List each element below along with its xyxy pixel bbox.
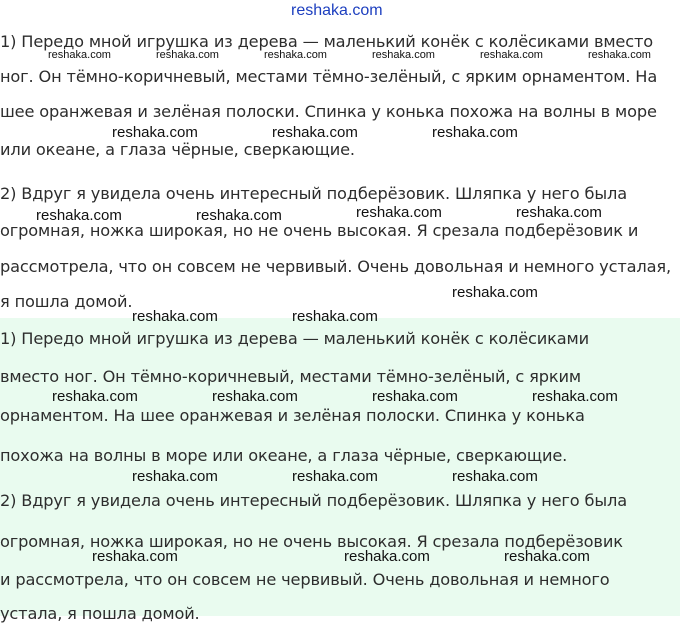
- watermark: reshaka.com: [432, 124, 518, 141]
- watermark: reshaka.com: [372, 388, 458, 405]
- watermark: reshaka.com: [452, 284, 538, 301]
- watermark: reshaka.com: [52, 388, 138, 405]
- watermark: reshaka.com: [588, 49, 651, 61]
- answer-top-line-8: я пошла домой.: [0, 292, 133, 311]
- answer-bottom-line-6: огромная, ножка широкая, но не очень высокая. Я срезала подберёзовик: [0, 532, 623, 551]
- answer-bottom-line-5: 2) Вдруг я увидела очень интересный подберёзовик. Шляпка у него была: [0, 491, 627, 510]
- answer-bottom-line-7: и рассмотрела, что он совсем не червивый. Очень довольная и немного: [0, 570, 610, 589]
- answer-top-line-6: огромная, ножка широкая, но не очень высокая. Я срезала подберёзовик и: [0, 221, 639, 240]
- answer-top-line-3: шее оранжевая и зелёная полоски. Спинка у конька похожа на волны в море: [0, 102, 657, 121]
- watermark: reshaka.com: [92, 548, 178, 565]
- watermark: reshaka.com: [132, 468, 218, 485]
- answer-bottom-line-1: 1) Передо мной игрушка из дерева — маленький конёк с колёсиками: [0, 329, 589, 348]
- answer-top-line-1: 1) Передо мной игрушка из дерева — маленький конёк с колёсиками вместо: [0, 32, 654, 51]
- answer-bottom-line-8: устала, я пошла домой.: [0, 604, 200, 623]
- watermark: reshaka.com: [272, 124, 358, 141]
- watermark: reshaka.com: [36, 207, 122, 224]
- answer-top-line-4: или океане, а глаза чёрные, сверкающие.: [0, 140, 355, 159]
- watermark: reshaka.com: [132, 308, 218, 325]
- watermark: reshaka.com: [264, 49, 327, 61]
- watermark: reshaka.com: [292, 468, 378, 485]
- watermark: reshaka.com: [344, 548, 430, 565]
- answer-bottom-line-2: вместо ног. Он тёмно-коричневый, местами тёмно-зелёный, с ярким: [0, 367, 581, 386]
- watermark: reshaka.com: [356, 204, 442, 221]
- watermark: reshaka.com: [156, 49, 219, 61]
- watermark: reshaka.com: [372, 49, 435, 61]
- answer-top-line-2: ног. Он тёмно-коричневый, местами тёмно-зелёный, с ярким орнаментом. На: [0, 67, 658, 86]
- watermark: reshaka.com: [196, 207, 282, 224]
- watermark: reshaka.com: [452, 468, 538, 485]
- answer-top-line-5: 2) Вдруг я увидела очень интересный подберёзовик. Шляпка у него была: [0, 184, 627, 203]
- watermark: reshaka.com: [292, 308, 378, 325]
- watermark: reshaka.com: [504, 548, 590, 565]
- watermark: reshaka.com: [48, 49, 111, 61]
- answer-bottom-line-4: похожа на волны в море или океане, а глаза чёрные, сверкающие.: [0, 446, 568, 465]
- answer-top-line-7: рассмотрела, что он совсем не червивый. Очень довольная и немного усталая,: [0, 257, 671, 276]
- answer-bottom-line-3: орнаментом. На шее оранжевая и зелёная полоски. Спинка у конька: [0, 406, 585, 425]
- watermark: reshaka.com: [480, 49, 543, 61]
- watermark: reshaka.com: [532, 388, 618, 405]
- watermark: reshaka.com: [212, 388, 298, 405]
- watermark: reshaka.com: [112, 124, 198, 141]
- watermark: reshaka.com: [516, 204, 602, 221]
- site-logo-link[interactable]: reshaka.com: [291, 2, 383, 19]
